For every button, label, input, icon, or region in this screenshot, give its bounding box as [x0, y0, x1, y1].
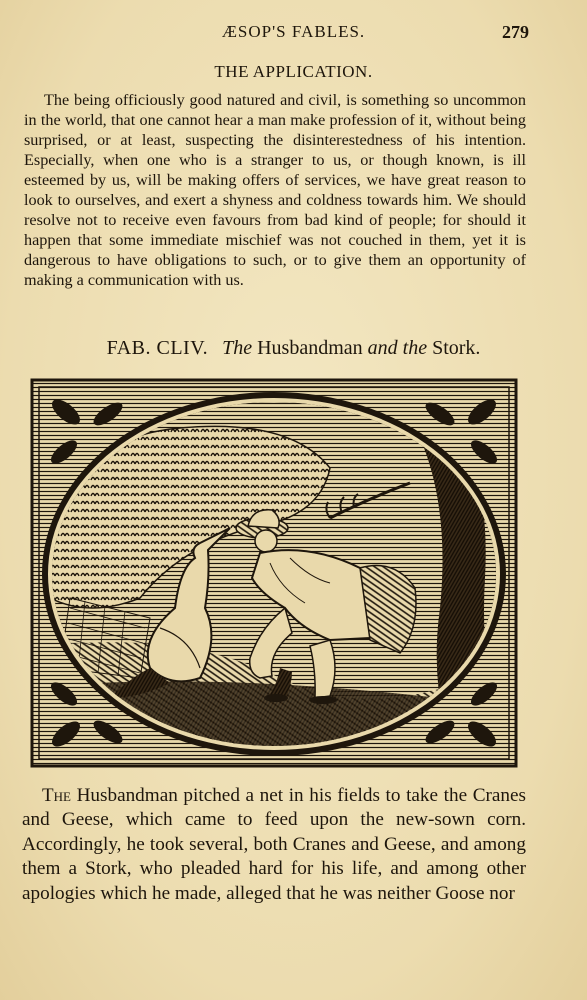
fable-number: FAB. CLIV. — [106, 337, 209, 359]
fable-title-the: The — [222, 337, 253, 359]
fable-body: Husbandman pitched a net in his fields to take the Cranes and Geese, which came to feed upon the new-sown corn. Accordingly, he took several, both Cranes and Geese, and among them a Stork, who pleaded hard for his life, and among other apologies which he made, alleged that he was neither Goose nor — [22, 785, 527, 904]
application-heading: THE APPLICATION. — [214, 62, 373, 81]
fable-title-and-the: and the — [367, 337, 428, 359]
fable-paragraph — [22, 784, 526, 906]
application-paragraph: The being officiously good natured and civil, is something so uncommon in the world, that one cannot hear a man make profession of it, without being surprised, or at least, suspecting the disinterestedness of his intention. Especially, when one who is a stranger to us, or though known, is ill esteemed by us, will be making offers of services, we have great reason to look to ourselves, and exert a shyness and coldness towards him. We should resolve not to receive even favours from bad kind of people; for should it happen that some immediate mischief was not couched in them, yet it is dangerous to have obligations to such, or to give them an opportunity of making a communication with us. — [24, 91, 526, 289]
fable-text-block — [22, 784, 526, 906]
page-number: 279 — [502, 22, 529, 42]
fable-title-husbandman: Husbandman — [257, 337, 363, 359]
application-text-block — [24, 90, 526, 290]
fable-first-word: The — [42, 785, 71, 806]
woodcut-illustration — [30, 378, 518, 768]
fable-title-stork: Stork. — [432, 337, 481, 359]
fable-title — [0, 337, 587, 360]
running-title: ÆSOP'S FABLES. — [221, 22, 366, 41]
running-head — [0, 22, 587, 46]
